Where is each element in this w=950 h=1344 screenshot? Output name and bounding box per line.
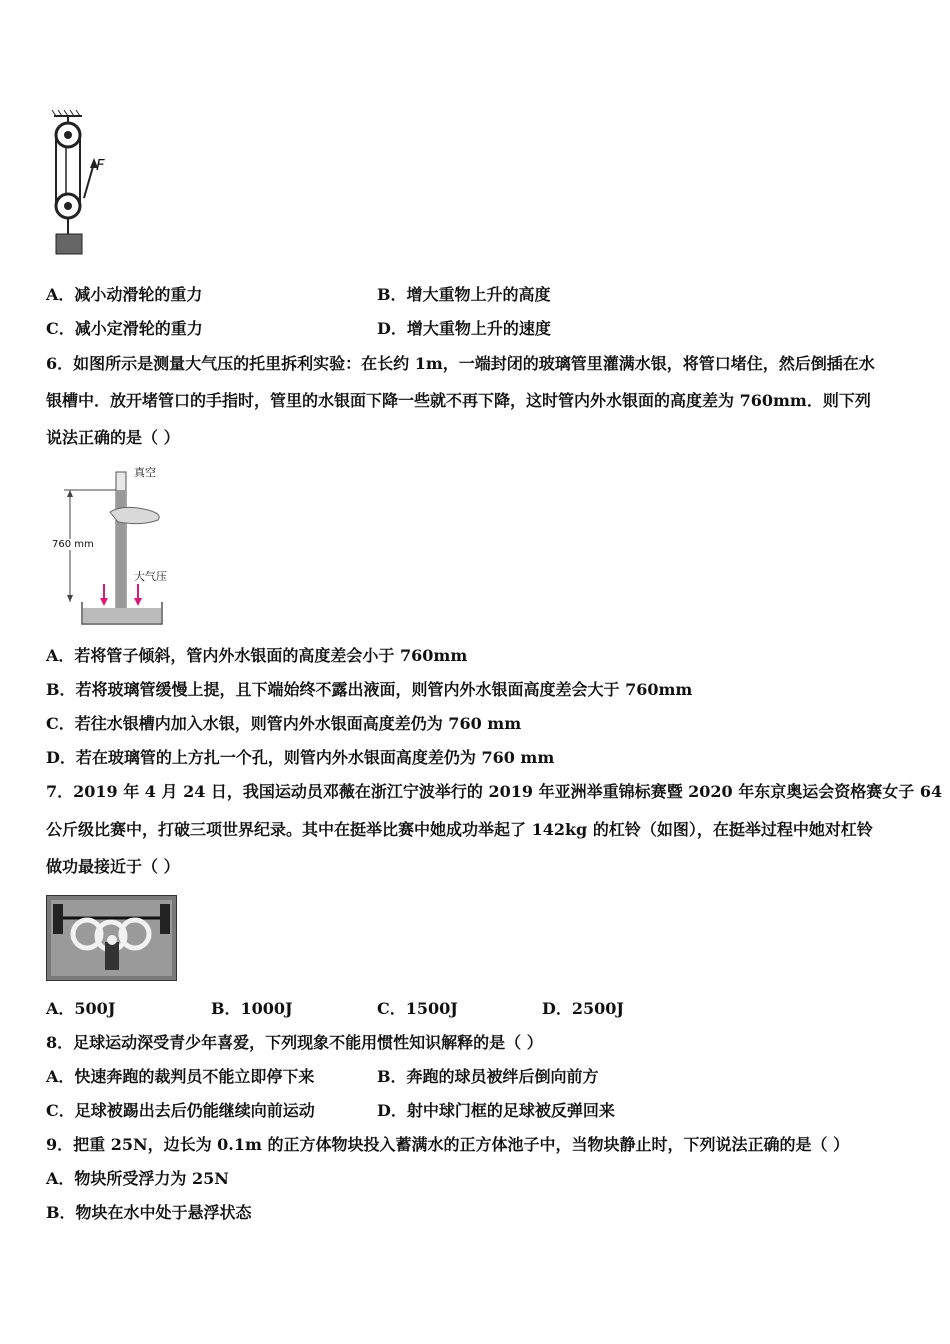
q5-option-a: A．减小动滑轮的重力 [46,285,203,304]
pressure-label: 大气压 [134,570,167,583]
q9-option-a: A．物块所受浮力为 25N [46,1169,229,1188]
pulley-figure [44,108,134,258]
q7-stem-line-2: 公斤级比赛中，打破三项世界纪录。其中在挺举比赛中她成功举起了 142kg 的杠铃（如图），在挺举过程中她对杠铃 [46,820,873,839]
force-label: F [96,156,105,174]
q6-stem-line-1: 6．如图所示是测量大气压的托里拆利实验：在长约 1m，一端封闭的玻璃管里灌满水银，将管口堵住，然后倒插在水 [46,354,875,373]
q7-option-c: C．1500J [377,999,458,1018]
q6-stem-line-2: 银槽中．放开堵管口的手指时，管里的水银面下降一些就不再下降，这时管内外水银面的高度差为 760mm．则下列 [46,391,871,410]
q7-stem-line-1: 7．2019 年 4 月 24 日，我国运动员邓薇在浙江宁波举行的 2019 年亚洲举重锦标赛暨 2020 年东京奥运会资格赛女子 64 [46,782,943,801]
q6-option-a: A．若将管子倾斜，管内外水银面的高度差会小于 760mm [46,646,468,665]
vacuum-label: 真空 [134,466,156,479]
q8-option-a: A．快速奔跑的裁判员不能立即停下来 [46,1067,315,1086]
q5-option-b: B．增大重物上升的高度 [377,285,551,304]
q6-stem-line-3: 说法正确的是（ ） [46,428,180,447]
q6-option-d: D．若在玻璃管的上方扎一个孔，则管内外水银面高度差仍为 760 mm [46,748,555,767]
q7-option-b: B．1000J [211,999,293,1018]
height-label: 760 mm [52,539,94,550]
weightlifting-photo [46,895,177,981]
q8-option-c: C．足球被踢出去后仍能继续向前运动 [46,1101,315,1120]
q7-option-a: A．500J [46,999,116,1018]
q6-option-c: C．若往水银槽内加入水银，则管内外水银面高度差仍为 760 mm [46,714,522,733]
q8-option-b: B．奔跑的球员被绊后倒向前方 [377,1067,599,1086]
q6-option-b: B．若将玻璃管缓慢上提，且下端始终不露出液面，则管内外水银面高度差会大于 760mm [46,680,693,699]
q8-stem: 8．足球运动深受青少年喜爱，下列现象不能用惯性知识解释的是（ ） [46,1033,543,1052]
q5-option-d: D．增大重物上升的速度 [377,319,551,338]
q5-option-c: C．减小定滑轮的重力 [46,319,203,338]
q8-option-d: D．射中球门框的足球被反弹回来 [377,1101,615,1120]
q9-stem: 9．把重 25N，边长为 0.1m 的正方体物块投入蓄满水的正方体池子中，当物块静止时，下列说法正确的是（ ） [46,1135,850,1154]
q7-option-d: D．2500J [542,999,624,1018]
q7-stem-line-3: 做功最接近于（ ） [46,857,180,876]
torricelli-figure [48,462,188,632]
q9-option-b: B．物块在水中处于悬浮状态 [46,1203,252,1222]
